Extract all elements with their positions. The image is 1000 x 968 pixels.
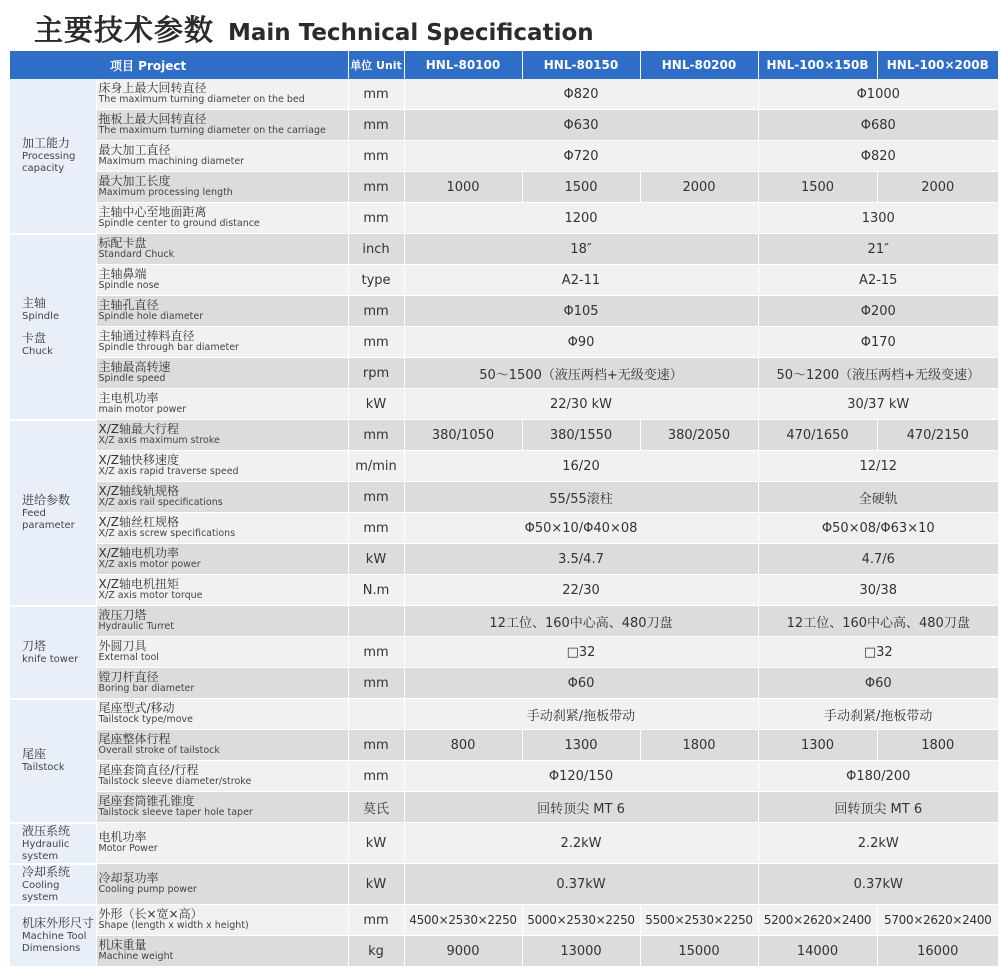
value-cell: 0.37kW — [758, 864, 998, 905]
spec-item-name-zh: 标配卡盘 — [98, 236, 147, 250]
spec-item-name-zh: 冷却泵功率 — [98, 871, 159, 885]
unit-cell: mm — [348, 482, 404, 513]
table-row — [10, 668, 998, 699]
value-cell: Φ120/150 — [404, 761, 758, 792]
unit-cell: N.m — [348, 575, 404, 606]
spec-item-name-en: Shape (length x width x height) — [98, 920, 249, 931]
spec-item-name-en: Spindle hole diameter — [98, 311, 204, 322]
category-name-zh: 机床外形尺寸 — [22, 916, 95, 930]
spec-item-name-en: Motor Power — [98, 843, 158, 854]
spec-item-name-zh: 尾座型式/移动 — [98, 701, 175, 715]
category-name-zh: 卡盘 — [22, 330, 47, 345]
spec-item-cell — [96, 513, 348, 544]
value-cell: Φ720 — [404, 141, 758, 172]
spec-item-name-en: Spindle center to ground distance — [98, 218, 260, 229]
category-name-en: Feed parameter — [22, 508, 75, 531]
table-row — [10, 172, 998, 203]
value-cell: 18″ — [404, 234, 758, 265]
value-cell: A2-11 — [404, 265, 758, 296]
value-cell: 470/1650 — [758, 420, 877, 451]
spec-item-name-zh: 主轴最高转速 — [98, 360, 171, 374]
table-row — [10, 420, 998, 451]
spec-item-name-zh: 主轴通过棒料直径 — [98, 329, 195, 343]
table-row — [10, 389, 998, 420]
value-cell: Φ90 — [404, 327, 758, 358]
spec-item-cell — [96, 79, 348, 110]
spec-item-name-zh: 镗刀杆直径 — [98, 670, 159, 684]
unit-cell: kW — [348, 864, 404, 905]
value-cell: 回转顶尖 MT 6 — [758, 792, 998, 823]
spec-item-cell — [96, 699, 348, 730]
unit-cell: mm — [348, 141, 404, 172]
spec-item-name-en: External tool — [98, 652, 159, 663]
category-name-zh: 尾座 — [22, 747, 47, 761]
spec-item-name-en: X/Z axis screw specifications — [98, 528, 236, 539]
unit-cell: mm — [348, 110, 404, 141]
spec-item-name-en: Maximum processing length — [98, 187, 233, 198]
unit-cell: mm — [348, 513, 404, 544]
spec-item-name-zh: 液压刀塔 — [98, 608, 147, 622]
value-cell: 13000 — [522, 936, 640, 967]
table-row — [10, 234, 998, 265]
spec-item-cell — [96, 141, 348, 172]
value-cell: 手动刹紧/拖板带动 — [758, 699, 998, 730]
value-cell: 2.2kW — [404, 823, 758, 864]
value-cell: 22/30 — [404, 575, 758, 606]
unit-cell: mm — [348, 296, 404, 327]
spec-item-cell — [96, 761, 348, 792]
value-cell: 1200 — [404, 203, 758, 234]
spec-item-name-zh: 尾座套筒锥孔锥度 — [98, 794, 195, 808]
spec-item-name-zh: 机床重量 — [98, 938, 147, 952]
value-cell: 12/12 — [758, 451, 998, 482]
spec-item-cell — [96, 265, 348, 296]
spec-item-cell — [96, 792, 348, 823]
value-cell: 9000 — [404, 936, 522, 967]
value-cell: 1300 — [522, 730, 640, 761]
value-cell: 1300 — [758, 203, 998, 234]
spec-item-cell — [96, 296, 348, 327]
title-chinese: 主要技术参数 — [34, 13, 215, 47]
table-header-row — [10, 51, 998, 79]
spec-item-name-en: Machine weight — [98, 951, 174, 962]
table-row — [10, 699, 998, 730]
value-cell: Φ200 — [758, 296, 998, 327]
table-row — [10, 327, 998, 358]
spec-item-name-en: Standard Chuck — [98, 249, 175, 260]
table-row — [10, 823, 998, 864]
spec-item-name-zh: 床身上最大回转直径 — [98, 81, 207, 95]
spec-item-name-en: X/Z axis maximum stroke — [98, 435, 220, 446]
value-cell: 2000 — [640, 172, 758, 203]
value-cell: 50～1500（液压两档+无级变速） — [404, 358, 758, 389]
column-header-model: HNL-80100 — [404, 51, 522, 79]
unit-cell — [348, 699, 404, 730]
table-row — [10, 544, 998, 575]
spec-item-name-zh: X/Z轴线轨规格 — [98, 484, 179, 498]
spec-item-name-zh: X/Z轴电机扭矩 — [98, 577, 179, 591]
category-cell — [10, 79, 96, 234]
spec-item-name-en: Tailstock sleeve diameter/stroke — [98, 776, 252, 787]
value-cell: □32 — [404, 637, 758, 668]
category-cell — [10, 420, 96, 606]
unit-cell: kW — [348, 823, 404, 864]
value-cell: 16000 — [877, 936, 998, 967]
spec-item-name-en: Spindle speed — [98, 373, 166, 384]
spec-item-cell — [96, 203, 348, 234]
unit-cell: mm — [348, 761, 404, 792]
table-row — [10, 905, 998, 936]
spec-item-name-en: X/Z axis motor torque — [98, 590, 203, 601]
value-cell: 1800 — [640, 730, 758, 761]
spec-item-cell — [96, 905, 348, 936]
spec-item-name-en: Spindle through bar diameter — [98, 342, 239, 353]
value-cell: 800 — [404, 730, 522, 761]
unit-cell: rpm — [348, 358, 404, 389]
spec-item-name-zh: 主轴孔直径 — [98, 298, 159, 312]
unit-cell: mm — [348, 327, 404, 358]
unit-cell: mm — [348, 637, 404, 668]
value-cell: Φ60 — [404, 668, 758, 699]
category-cell — [10, 905, 96, 967]
table-row — [10, 792, 998, 823]
spec-item-cell — [96, 544, 348, 575]
category-name-en: Machine Tool Dimensions — [22, 931, 87, 954]
page-title — [34, 8, 594, 48]
spec-item-name-zh: 外形（长×宽×高） — [98, 907, 203, 921]
spec-item-cell — [96, 482, 348, 513]
value-cell: A2-15 — [758, 265, 998, 296]
spec-item-name-zh: 尾座整体行程 — [98, 732, 171, 746]
category-cell — [10, 699, 96, 823]
category-name-en: Chuck — [22, 345, 53, 357]
table-row — [10, 358, 998, 389]
value-cell: 5500×2530×2250 — [640, 905, 758, 936]
value-cell: 30/37 kW — [758, 389, 998, 420]
table-row — [10, 79, 998, 110]
spec-item-cell — [96, 172, 348, 203]
column-header-project: 项目 Project — [10, 51, 348, 79]
table-row — [10, 513, 998, 544]
value-cell: 30/38 — [758, 575, 998, 606]
value-cell: 5000×2530×2250 — [522, 905, 640, 936]
spec-item-name-en: Tailstock type/move — [98, 714, 194, 725]
spec-item-name-en: X/Z axis motor power — [98, 559, 201, 570]
category-name-en: Cooling system — [22, 879, 60, 903]
table-row — [10, 761, 998, 792]
unit-cell: mm — [348, 79, 404, 110]
value-cell: 手动刹紧/拖板带动 — [404, 699, 758, 730]
category-name-zh: 加工能力 — [22, 136, 71, 151]
value-cell: 15000 — [640, 936, 758, 967]
unit-cell: mm — [348, 730, 404, 761]
value-cell: 21″ — [758, 234, 998, 265]
spec-item-cell — [96, 451, 348, 482]
unit-cell: kW — [348, 389, 404, 420]
spec-item-cell — [96, 864, 348, 905]
spec-table — [10, 51, 998, 968]
spec-item-name-zh: 外圆刀具 — [98, 639, 147, 653]
spec-item-name-en: Hydraulic Turret — [98, 621, 174, 632]
value-cell: Φ180/200 — [758, 761, 998, 792]
value-cell: 5700×2620×2400 — [877, 905, 998, 936]
spec-item-name-en: The maximum turning diameter on the bed — [98, 94, 305, 105]
column-header-model: HNL-80150 — [522, 51, 640, 79]
value-cell: 回转顶尖 MT 6 — [404, 792, 758, 823]
value-cell: 2000 — [877, 172, 998, 203]
category-name-en: Spindle — [22, 310, 60, 322]
unit-cell: kW — [348, 544, 404, 575]
value-cell: 12工位、160中心高、480刀盘 — [404, 606, 758, 637]
category-cell — [10, 823, 96, 864]
unit-cell: 莫氏 — [348, 792, 404, 823]
unit-cell: inch — [348, 234, 404, 265]
spec-item-cell — [96, 936, 348, 967]
spec-item-name-en: Overall stroke of tailstock — [98, 745, 220, 756]
category-cell — [10, 234, 96, 420]
value-cell: 470/2150 — [877, 420, 998, 451]
category-cell — [10, 606, 96, 699]
spec-item-cell — [96, 823, 348, 864]
spec-item-name-zh: 拖板上最大回转直径 — [98, 112, 207, 126]
category-name-en: knife tower — [22, 653, 79, 665]
spec-item-cell — [96, 420, 348, 451]
spec-item-name-zh: 尾座套筒直径/行程 — [98, 763, 199, 777]
spec-item-cell — [96, 730, 348, 761]
value-cell: 4.7/6 — [758, 544, 998, 575]
category-name-zh: 主轴 — [22, 295, 47, 310]
value-cell: 380/2050 — [640, 420, 758, 451]
table-row — [10, 110, 998, 141]
table-row — [10, 451, 998, 482]
category-name-en: Hydraulic system — [22, 838, 70, 862]
spec-item-cell — [96, 327, 348, 358]
spec-item-name-en: The maximum turning diameter on the carriage — [98, 125, 326, 136]
unit-cell — [348, 606, 404, 637]
spec-item-name-zh: 最大加工长度 — [98, 174, 171, 188]
column-header-model: HNL-100×200B — [877, 51, 998, 79]
value-cell: Φ50×08/Φ63×10 — [758, 513, 998, 544]
value-cell: 5200×2620×2400 — [758, 905, 877, 936]
title-english: Main Technical Specification — [228, 20, 594, 46]
column-header-model: HNL-80200 — [640, 51, 758, 79]
spec-item-name-zh: 主电机功率 — [98, 391, 159, 405]
value-cell: 3.5/4.7 — [404, 544, 758, 575]
column-header-model: HNL-100×150B — [758, 51, 877, 79]
table-row — [10, 296, 998, 327]
value-cell: 50～1200（液压两档+无级变速） — [758, 358, 998, 389]
unit-cell: mm — [348, 203, 404, 234]
spec-item-name-en: main motor power — [98, 404, 187, 415]
value-cell: Φ50×10/Φ40×08 — [404, 513, 758, 544]
category-cell — [10, 864, 96, 905]
table-row — [10, 864, 998, 905]
spec-item-name-zh: 主轴中心至地面距离 — [98, 205, 207, 219]
spec-item-name-en: Boring bar diameter — [98, 683, 195, 694]
spec-item-cell — [96, 575, 348, 606]
spec-item-name-zh: X/Z轴最大行程 — [98, 422, 179, 436]
table-row — [10, 482, 998, 513]
table-row — [10, 936, 998, 967]
spec-item-cell — [96, 358, 348, 389]
table-row — [10, 606, 998, 637]
value-cell: 1000 — [404, 172, 522, 203]
spec-table-body — [10, 79, 998, 967]
spec-item-cell — [96, 637, 348, 668]
table-row — [10, 203, 998, 234]
value-cell: Φ1000 — [758, 79, 998, 110]
value-cell: Φ630 — [404, 110, 758, 141]
spec-item-name-en: Spindle nose — [98, 280, 160, 291]
value-cell: 0.37kW — [404, 864, 758, 905]
category-name-en: Tailstock — [22, 762, 65, 773]
spec-item-name-en: X/Z axis rail specifications — [98, 497, 223, 508]
spec-item-cell — [96, 234, 348, 265]
spec-item-name-en: Tailstock sleeve taper hole taper — [98, 807, 253, 818]
spec-item-cell — [96, 110, 348, 141]
unit-cell: type — [348, 265, 404, 296]
unit-cell: m/min — [348, 451, 404, 482]
spec-item-name-zh: 最大加工直径 — [98, 143, 171, 157]
value-cell: 1500 — [758, 172, 877, 203]
spec-item-name-zh: 主轴鼻端 — [98, 267, 147, 281]
value-cell: 12工位、160中心高、480刀盘 — [758, 606, 998, 637]
spec-item-cell — [96, 668, 348, 699]
table-row — [10, 265, 998, 296]
table-row — [10, 575, 998, 606]
column-header-unit: 单位 Unit — [348, 51, 404, 79]
value-cell: 380/1050 — [404, 420, 522, 451]
value-cell: 4500×2530×2250 — [404, 905, 522, 936]
unit-cell: mm — [348, 172, 404, 203]
spec-item-cell — [96, 389, 348, 420]
value-cell: Φ680 — [758, 110, 998, 141]
value-cell: Φ60 — [758, 668, 998, 699]
value-cell: Φ105 — [404, 296, 758, 327]
value-cell: Φ170 — [758, 327, 998, 358]
spec-item-name-zh: X/Z轴电机功率 — [98, 546, 179, 560]
spec-item-name-en: Maximum machining diameter — [98, 156, 245, 167]
value-cell: 14000 — [758, 936, 877, 967]
unit-cell: kg — [348, 936, 404, 967]
table-row — [10, 730, 998, 761]
value-cell: 22/30 kW — [404, 389, 758, 420]
unit-cell: mm — [348, 905, 404, 936]
category-name-zh: 液压系统 — [22, 823, 71, 838]
category-name-en: Processing capacity — [22, 151, 76, 175]
unit-cell: mm — [348, 420, 404, 451]
value-cell: 16/20 — [404, 451, 758, 482]
spec-item-name-zh: X/Z轴快移速度 — [98, 453, 179, 467]
spec-item-name-en: Cooling pump power — [98, 884, 197, 895]
spec-item-name-zh: X/Z轴丝杠规格 — [98, 515, 179, 529]
table-row — [10, 637, 998, 668]
table-row — [10, 141, 998, 172]
value-cell: Φ820 — [758, 141, 998, 172]
category-name-zh: 刀塔 — [22, 638, 47, 653]
value-cell: 1800 — [877, 730, 998, 761]
category-name-zh: 进给参数 — [22, 493, 71, 507]
category-name-zh: 冷却系统 — [22, 864, 71, 879]
value-cell: 全硬轨 — [758, 482, 998, 513]
value-cell: 380/1550 — [522, 420, 640, 451]
value-cell: □32 — [758, 637, 998, 668]
value-cell: 2.2kW — [758, 823, 998, 864]
value-cell: 1500 — [522, 172, 640, 203]
spec-item-cell — [96, 606, 348, 637]
value-cell: Φ820 — [404, 79, 758, 110]
value-cell: 55/55滚柱 — [404, 482, 758, 513]
spec-item-name-zh: 电机功率 — [98, 830, 147, 844]
spec-item-name-en: X/Z axis rapid traverse speed — [98, 466, 239, 477]
value-cell: 1300 — [758, 730, 877, 761]
unit-cell: mm — [348, 668, 404, 699]
